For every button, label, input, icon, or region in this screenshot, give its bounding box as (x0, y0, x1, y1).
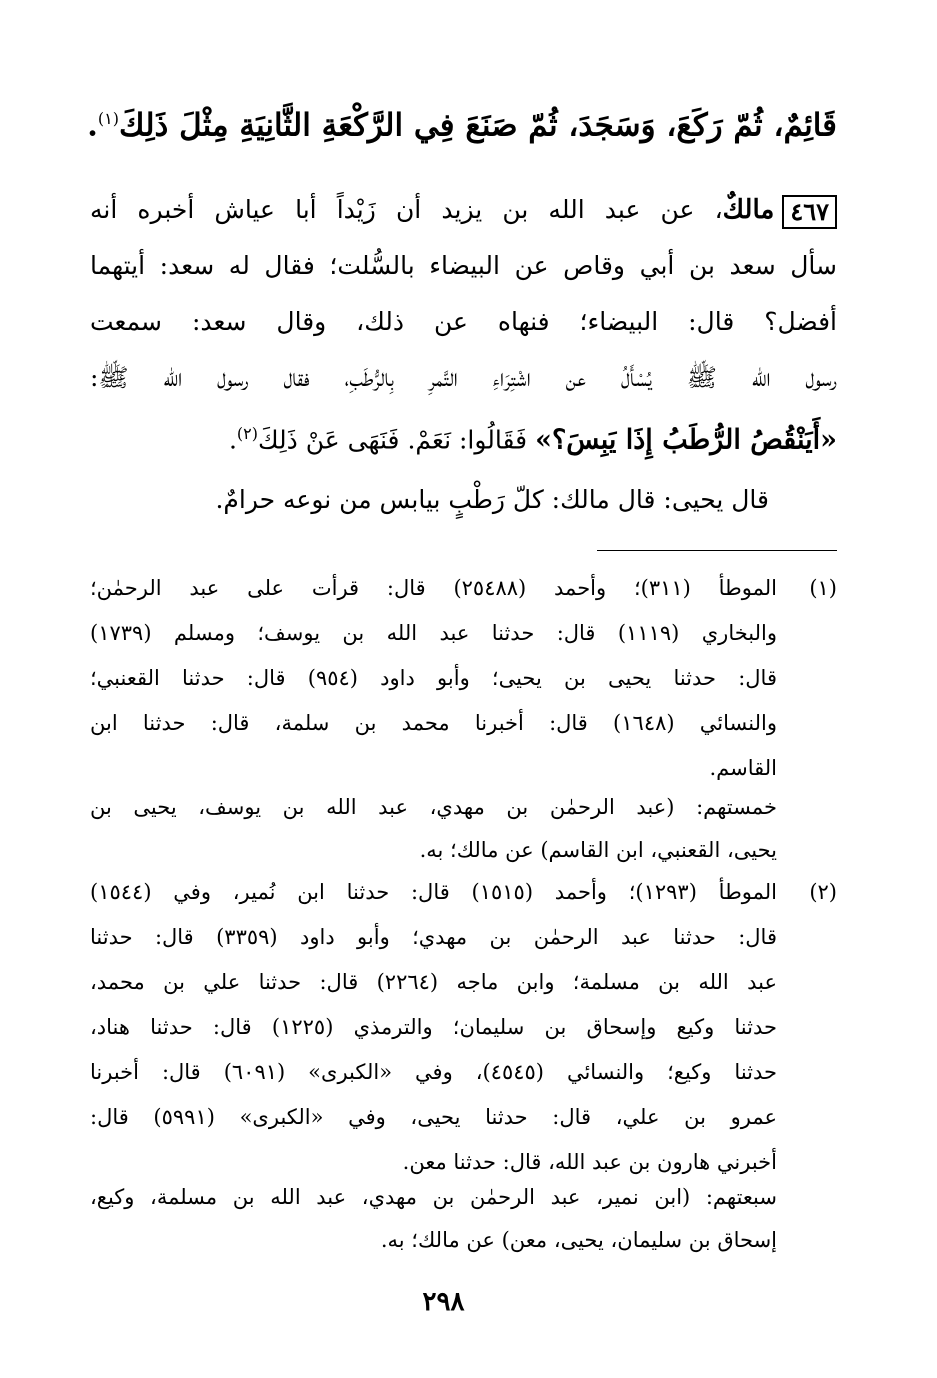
hadith-line-text: ، عن عبد الله بن يزيد أن زَيْداً أبا عياش أخبره أنه (90, 195, 723, 224)
footnote-line: عبد الله بن مسلمة؛ وابن ماجه (٢٢٦٤) قال: حدثنا علي بن محمد، (90, 970, 777, 994)
book-page (87, 0, 837, 1378)
hadith-ending: فَقَالُوا: نَعَمْ. فَنَهَى عَنْ ذَلِكَ (257, 425, 528, 455)
hadith-line-4: رسول الله ﷺ يُسْأَلُ عن اشْتِرَاءِ التَّمرِ بِالرُّطَبِ، فقال رسول الله ﷺ: (90, 363, 837, 392)
yahya-note: قال يحيى: قال مالك: كلّ رَطْبٍ بيابس من نوعه حرامٌ. (215, 485, 769, 514)
footnote-summary-line: خمستهم: (عبد الرحمٰن بن مهدي، عبد الله بن يوسف، يحيى بن (90, 795, 777, 819)
hadith-line-3: أفضل؟ قال: البيضاء؛ فنهاه عن ذلك، وقال سعد: سمعت (90, 307, 837, 336)
footnote-separator (597, 550, 837, 551)
footnote-1 (90, 566, 837, 791)
footnote-2 (90, 870, 837, 1185)
footnote-line: الموطأ (١٢٩٣)؛ وأحمد (١٥١٥) قال: حدثنا ابن نُمير، وفي (١٥٤٤) (90, 880, 777, 904)
footnote-line: القاسم. (709, 756, 777, 780)
footnote-number: (١) (809, 576, 837, 600)
footnote-line: قال: حدثنا يحيى بن يحيى؛ وأبو داود (٩٥٤) قال: حدثنا القعنبي؛ (90, 666, 777, 690)
footnote-line: والنسائي (١٦٤٨) قال: أخبرنا محمد بن سلمة، قال: حدثنا ابن (90, 711, 777, 735)
hadith-line-1 (90, 182, 837, 238)
footnote-summary-line: سبعتهم: (ابن نمير، عبد الرحمٰن بن مهدي، عبد الله بن مسلمة، وكيع، (90, 1185, 777, 1209)
page-number: ٢٩٨ (422, 1287, 465, 1317)
footnote-line: الموطأ (٣١١)؛ وأحمد (٢٥٤٨٨) قال: قرأت على عبد الرحمٰن؛ (90, 576, 777, 600)
footnote-line: عمرو بن علي، قال: حدثنا يحيى، وفي «الكبرى» (٥٩٩١) قال: (90, 1105, 777, 1129)
footnote-2-summary (90, 1176, 837, 1262)
footnote-ref-2: (٢) (236, 424, 258, 443)
hadith-block (90, 182, 837, 462)
continuation-text: قَائِمٌ، ثُمّ رَكَعَ، وَسَجَدَ، ثُمّ صَنَعَ فِي الرَّكْعَةِ الثَّانِيَةِ مِثْلَ ذَلِكَ (118, 107, 837, 144)
footnote-summary-line: إسحاق بن سليمان، يحيى، معن) عن مالك؛ به. (380, 1228, 777, 1252)
prophet-quote: «أَيَنْقُصُ الرُّطَبُ إِذَا يَبِسَ؟» (535, 424, 837, 456)
footnote-line: حدثنا وكيع وإسحاق بن سليمان؛ والترمذي (١٢٢٥) قال: حدثنا هناد، (90, 1015, 777, 1039)
footnote-1-summary (90, 786, 837, 872)
narrator-name: مالكٌ (722, 195, 775, 225)
footnote-line: قال: حدثنا عبد الرحمٰن بن مهدي؛ وأبو داود (٣٣٥٩) قال: حدثنا (90, 925, 777, 949)
hadith-line-2: سأل سعد بن أبي وقاص عن البيضاء بالسُّلت؛ فقال له سعد: أيتهما (90, 251, 837, 280)
footnote-summary-line: يحيى، القعنبي، ابن القاسم) عن مالك؛ به. (419, 838, 777, 862)
footnote-line: أخبرني هارون بن عبد الله، قال: حدثنا معن. (402, 1150, 777, 1174)
footnote-line: حدثنا وكيع؛ والنسائي (٤٥٤٥)، وفي «الكبرى» (٦٠٩١) قال: أخبرنا (90, 1060, 778, 1084)
hadith-line-5: «أَيَنْقُصُ الرُّطَبُ إِذَا يَبِسَ؟» فَقَالُوا: نَعَمْ. فَنَهَى عَنْ ذَلِكَ$^{(٢)}$. (228, 424, 837, 456)
footnote-number: (٢) (809, 880, 837, 904)
hadith-number-box: ٤٦٧ (782, 195, 837, 229)
hadith-continuation: قَائِمٌ، ثُمّ رَكَعَ، وَسَجَدَ، ثُمّ صَنَعَ فِي الرَّكْعَةِ الثَّانِيَةِ مِثْلَ ذَلِكَ$^{(١)}$. (87, 107, 837, 144)
footnote-ref-1: (١) (97, 109, 119, 128)
footnote-line: والبخاري (١١١٩) قال: حدثنا عبد الله بن يوسف؛ ومسلم (١٧٣٩) (90, 621, 777, 645)
